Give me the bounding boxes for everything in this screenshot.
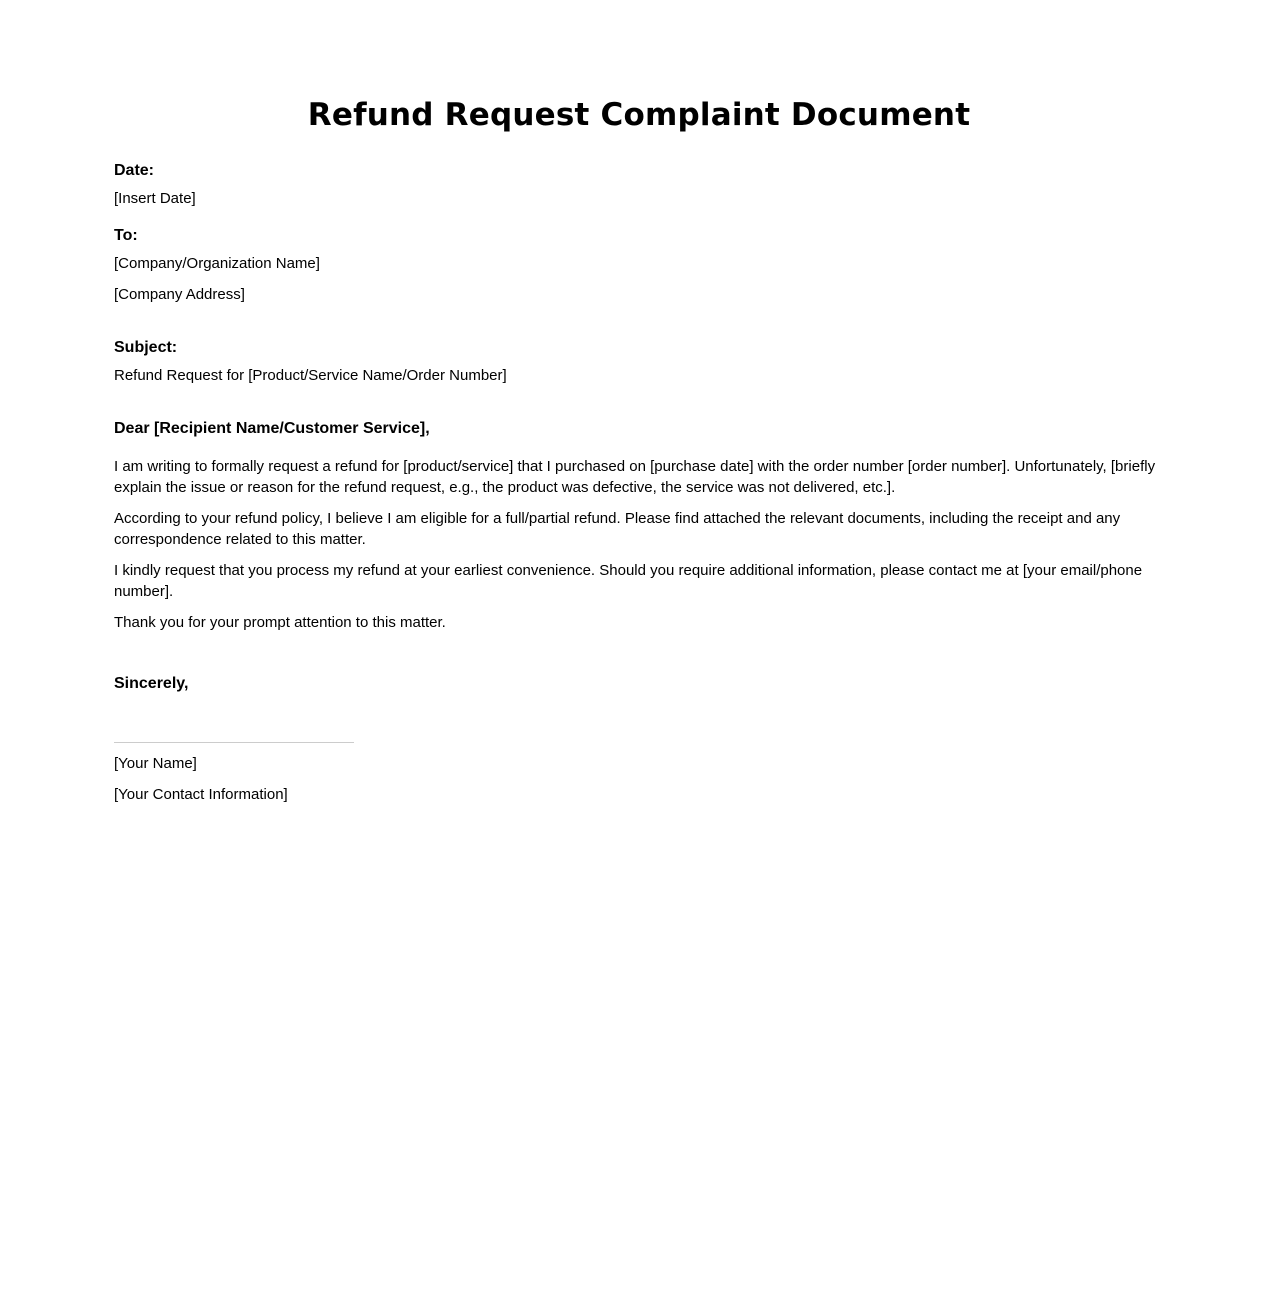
body-paragraph: Thank you for your prompt attention to this matter. xyxy=(114,614,446,631)
subject-value: Refund Request for [Product/Service Name/Order Number] xyxy=(114,367,507,384)
closing: Sincerely, xyxy=(114,675,189,692)
company-address: [Company Address] xyxy=(114,286,245,303)
body-paragraph: I kindly request that you process my refund at your earliest convenience. Should you require additional information, please contact me at [your email/phone number]. xyxy=(114,562,1143,600)
salutation: Dear [Recipient Name/Customer Service], xyxy=(114,420,430,437)
document-title: Refund Request Complaint Document xyxy=(307,97,971,133)
signature-line xyxy=(114,742,354,743)
date-value: [Insert Date] xyxy=(114,190,196,207)
body-paragraph: I am writing to formally request a refund for [product/service] that I purchased on [purchase date] with the order number [order number]. Unfortunately, [briefly explain the issue or reason for the refund request, e.g., the product was defective, the service was not delivered, etc.]. xyxy=(114,458,1156,496)
date-label: Date: xyxy=(114,162,155,179)
signature-contact: [Your Contact Information] xyxy=(114,786,288,803)
to-label: To: xyxy=(114,227,138,244)
subject-label: Subject: xyxy=(114,339,178,356)
signature-name: [Your Name] xyxy=(114,755,197,772)
body-paragraph: According to your refund policy, I believe I am eligible for a full/partial refund. Please find attached the relevant documents, including the receipt and any correspondence related to this matter. xyxy=(114,510,1121,548)
company-name: [Company/Organization Name] xyxy=(114,255,320,272)
